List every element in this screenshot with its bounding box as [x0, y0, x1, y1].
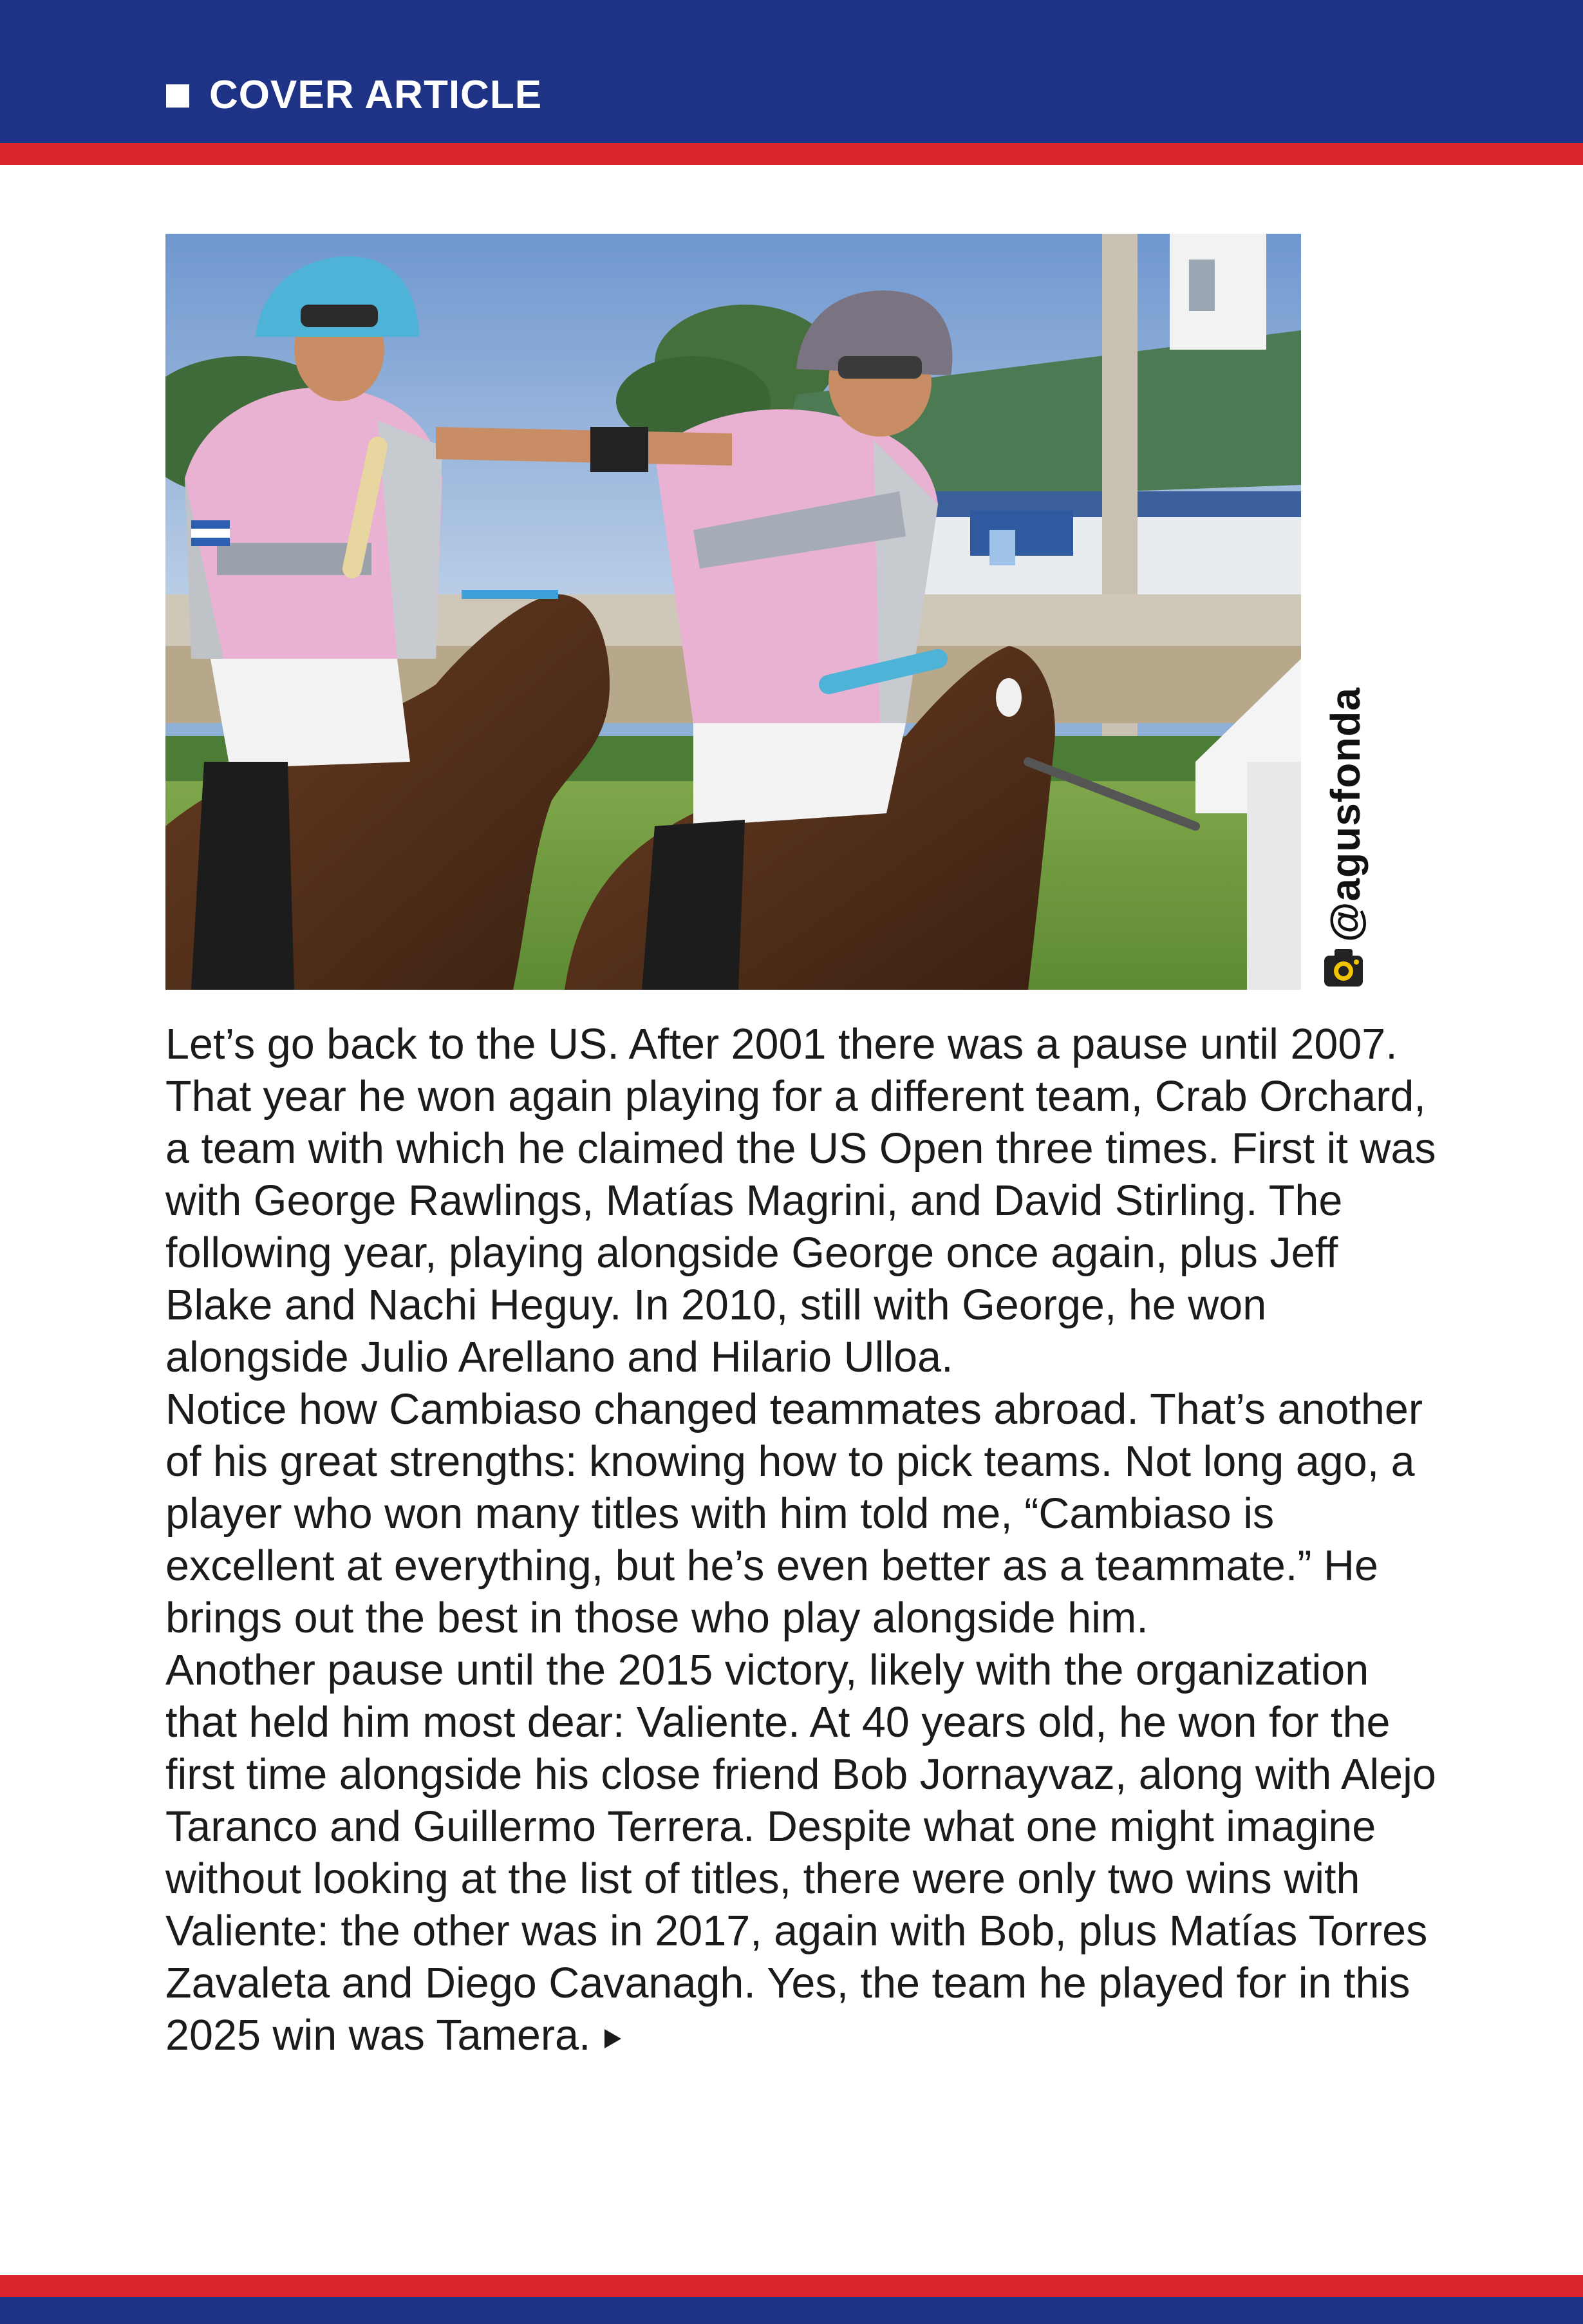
article-photo — [165, 234, 1301, 990]
end-triangle-icon — [604, 2029, 621, 2048]
header-band — [0, 0, 1583, 143]
article-paragraph-2: Notice how Cambiaso changed teammates abroad. That’s another of his great strengths: knowing how to pick teams. Not long ago, a player who won many titles with him told me, “Cambiaso is excellent at everything, but he’s even better as a teammate.” He brings out the best in those who play alongside him. — [165, 1386, 1423, 1642]
photo-credit-handle: @agusfonda — [1322, 687, 1369, 942]
article-paragraph-3-text: Another pause until the 2015 victory, likely with the organization that held him most dear: Valiente. At 40 years old, he won for the first time alongside his close friend Bob Jornayvaz, along with Alejo Taranco and Guillermo Terrera. Despite what one might imagine without looking at the list of titles, there were only two wins with Valiente: the other was in 2017, again with Bob, plus Matías Torres Zavaleta and Diego Cavanagh. Yes, the team he played for in this 2025 win was Tamera. — [165, 1647, 1436, 2059]
article-body — [165, 1019, 1447, 2062]
footer-red-stripe — [0, 2275, 1583, 2297]
article-paragraph-3 — [165, 1645, 1447, 2062]
photo-credit — [1307, 634, 1384, 995]
section-marker-square-icon — [166, 84, 189, 108]
footer-blue-band — [0, 2297, 1583, 2324]
camera-icon — [1322, 947, 1367, 989]
article-paragraph-1: Let’s go back to the US. After 2001 there was a pause until 2007. That year he won again playing for a different team, Crab Orchard, a team with which he claimed the US Open three times. First it was with George Rawlings, Matías Magrini, and David Stirling. The following year, playing alongside George once again, plus Jeff Blake and Nachi Heguy. In 2010, still with George, he won alongside Julio Arellano and Hilario Ulloa. — [165, 1021, 1436, 1381]
section-label: COVER ARTICLE — [209, 73, 543, 117]
header-red-stripe — [0, 143, 1583, 165]
